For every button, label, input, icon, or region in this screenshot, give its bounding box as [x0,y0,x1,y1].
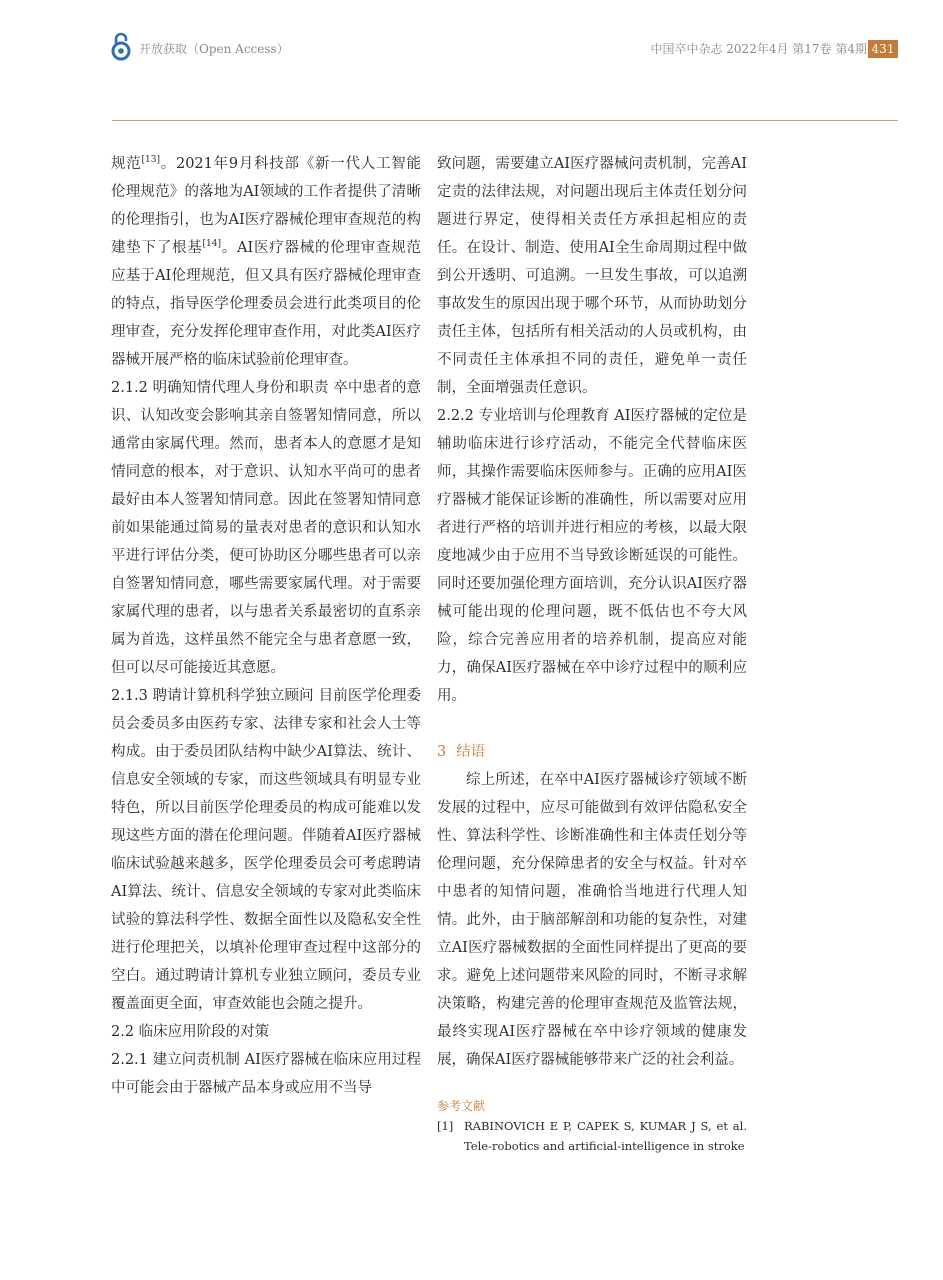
section-3-number: 3 [437,744,447,760]
section-3-heading [437,738,747,766]
page-header [0,0,943,121]
page-number-badge: 431 [868,40,898,58]
section-2-1-3: 2.1.3 聘请计算机科学独立顾问 目前医学伦理委员会委员多由医药专家、法律专家和社会人士等构成。由于委员团队结构中缺少AI算法、统计、信息安全领域的专家，而这些领域具有明显专业特色，所以目前医学伦理委员的构成可能难以发现这些方面的潜在伦理问题。伴随着AI医疗器械临床试验越来越多，医学伦理委员会可考虑聘请AI算法、统计、信息安全领域的专家对此类临床试验的算法科学性、数据全面性以及隐私安全性进行伦理把关，以填补伦理审查过程中这部分的空白。通过聘请计算机专业独立顾问，委员专业覆盖面更全面，审查效能也会随之提升。 [111,688,421,1012]
heading-2-2: 2.2 临床应用阶段的对策 [111,1024,270,1040]
reference-number: [1] [437,1119,454,1133]
paragraph-ethics-review: 规范[13]。2021年9月科技部《新一代人工智能伦理规范》的落地为AI领域的工作者提供了清晰的伦理指引，也为AI医疗器械伦理审查规范的构建垫下了根基[14]。AI医疗器械的伦理审查规范应基于AI伦理规范，但又具有医疗器械伦理审查的特点，指导医学伦理委员会进行此类项目的伦理审查，充分发挥伦理审查作用，对此类AI医疗器械开展严格的临床试验前伦理审查。 [111,155,422,368]
left-column [111,150,421,1102]
right-column [437,150,747,1156]
conclusion-paragraph: 综上所述，在卒中AI医疗器械诊疗领域不断发展的过程中，应尽可能做到有效评估隐私安全性、算法科学性、诊断准确性和主体责任划分等伦理问题，充分保障患者的安全与权益。针对卒中患者的知情问题，准确恰当地进行代理人知情。此外，由于脑部解剖和功能的复杂性，对建立AI医疗器械数据的全面性同样提出了更高的要求。避免上述问题带来风险的同时，不断寻求解决策略，构建完善的伦理审查规范及监管法规，最终实现AI医疗器械在卒中诊疗领域的健康发展，确保AI医疗器械能够带来广泛的社会利益。 [437,772,747,1068]
reference-text: RABINOVICH E P, CAPEK S, KUMAR J S, et al. Tele-robotics and artificial-intelligence in stroke [464,1119,747,1153]
open-access-lock-icon [110,31,132,61]
journal-info: 中国卒中杂志 2022年4月 第17卷 第4期 [650,42,867,56]
paragraph-accountability: 致问题，需要建立AI医疗器械问责机制，完善AI定责的法律法规，对问题出现后主体责任划分问题进行界定，使得相关责任方承担起相应的责任。在设计、制造、使用AI全生命周期过程中做到公开透明、可追溯。一旦发生事故，可以追溯事故发生的原因出现于哪个环节，从而协助划分责任主体，包括所有相关活动的人员或机构，由不同责任主体承担不同的责任，避免单一责任制，全面增强责任意识。 [437,156,747,396]
citation-14[interactable]: [14] [202,239,222,250]
section-2-1-2: 2.1.2 明确知情代理人身份和职责 卒中患者的意识、认知改变会影响其亲自签署知情同意，所以通常由家属代理。然而，患者本人的意愿才是知情同意的根本，对于意识、认知水平尚可的患者最好由本人签署知情同意。因此在签署知情同意前如果能通过简易的量表对患者的意识和认知水平进行评估分类，便可协助区分哪些患者可以亲自签署知情同意，哪些需要家属代理。对于需要家属代理的患者，以与患者关系最密切的直系亲属为首选，这样虽然不能完全与患者意愿一致，但可以尽可能接近其意愿。 [111,380,421,676]
reference-item [437,1116,747,1156]
references-title: 参考文献 [437,1099,486,1113]
section-2-2-1: 2.2.1 建立问责机制 AI医疗器械在临床应用过程中可能会由于器械产品本身或应用不当导 [111,1052,421,1096]
section-2-2-2: 2.2.2 专业培训与伦理教育 AI医疗器械的定位是辅助临床进行诊疗活动，不能完全代替临床医师，其操作需要临床医师参与。正确的应用AI医疗器械才能保证诊断的准确性，所以需要对应用者进行严格的培训并进行相应的考核，以最大限度地减少由于应用不当导致诊断延误的可能性。同时还要加强伦理方面培训，充分认识AI医疗器械可能出现的伦理问题，既不低估也不夸大风险，综合完善应用者的培养机制，提高应对能力，确保AI医疗器械在卒中诊疗过程中的顺利应用。 [437,408,747,704]
citation-13[interactable]: [13] [141,155,160,166]
open-access-label: 开放获取（Open Access） [139,42,289,56]
section-3-title: 结语 [456,744,486,760]
header-divider [112,120,898,121]
